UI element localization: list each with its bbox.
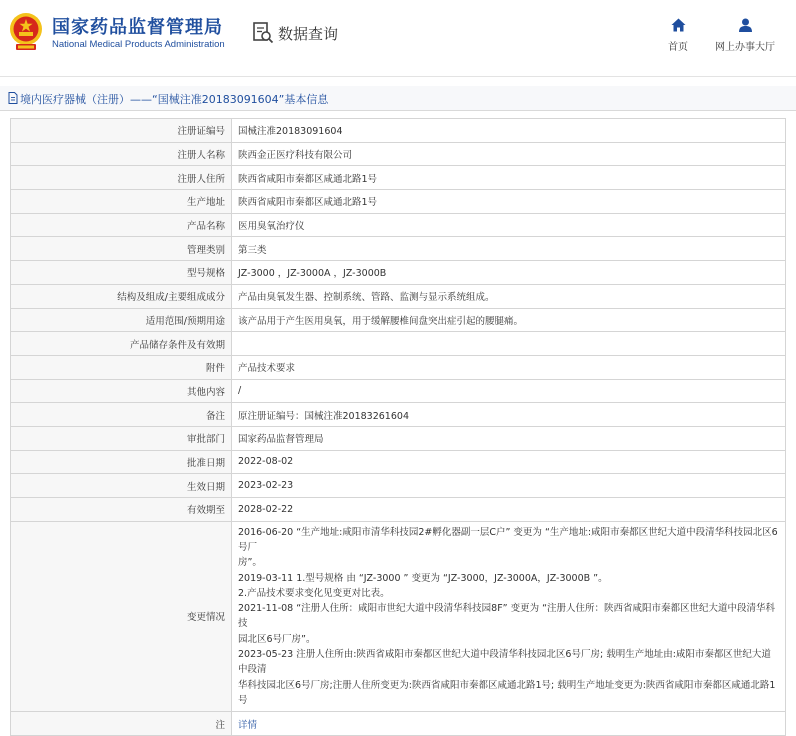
table-row bbox=[11, 166, 786, 190]
row-value: 陕西省咸阳市秦都区咸通北路1号 bbox=[232, 190, 786, 214]
document-icon bbox=[8, 92, 18, 104]
nav-home-label: 首页 bbox=[668, 42, 688, 53]
national-emblem-icon bbox=[8, 10, 44, 52]
table-row bbox=[11, 498, 786, 522]
site-subtitle: National Medical Products Administration bbox=[52, 39, 225, 50]
device-info-table bbox=[10, 118, 786, 736]
row-label: 型号规格 bbox=[11, 261, 232, 285]
change-history-line: 房”。 bbox=[238, 557, 262, 569]
row-label: 适用范围/预期用途 bbox=[11, 308, 232, 332]
row-value: JZ-3000 ，JZ-3000A ，JZ-3000B bbox=[232, 261, 786, 285]
nav-online-office[interactable] bbox=[713, 18, 777, 53]
change-history-line: 2016-06-20 “生产地址:咸阳市清华科技园2#孵化器副一层C户” 变更为 “生产地址:咸阳市秦都区世纪大道中段清华科技园北区6号厂 bbox=[238, 526, 778, 553]
home-icon bbox=[671, 18, 686, 32]
table-row bbox=[11, 237, 786, 261]
row-label: 生效日期 bbox=[11, 474, 232, 498]
row-value: 产品技术要求 bbox=[232, 355, 786, 379]
page-title: 境内医疗器械（注册）——“国械注准20183091604”基本信息 bbox=[20, 93, 329, 106]
table-row bbox=[11, 332, 786, 356]
row-label: 批准日期 bbox=[11, 450, 232, 474]
document-search-icon bbox=[252, 21, 274, 45]
change-history-line: 2023-05-23 注册人住所由:陕西省咸阳市秦都区世纪大道中段清华科技园北区6号厂房; 载明生产地址由:咸阳市秦都区世纪大道中段清 bbox=[238, 649, 771, 676]
row-label: 注 bbox=[11, 712, 232, 736]
row-value: 产品由臭氧发生器、控制系统、管路、监测与显示系统组成。 bbox=[232, 284, 786, 308]
site-title: 国家药品监督管理局 bbox=[52, 17, 223, 38]
row-label: 管理类别 bbox=[11, 237, 232, 261]
nav-home[interactable] bbox=[664, 18, 692, 53]
table-row bbox=[11, 403, 786, 427]
table-row bbox=[11, 355, 786, 379]
change-history-line: 2.产品技术要求变化见变更对比表。 bbox=[238, 587, 390, 599]
table-row bbox=[11, 261, 786, 285]
row-value: 医用臭氧治疗仪 bbox=[232, 213, 786, 237]
details-link[interactable]: 详情 bbox=[238, 719, 258, 731]
row-label: 备注 bbox=[11, 403, 232, 427]
row-label: 生产地址 bbox=[11, 190, 232, 214]
row-value: 国械注准20183091604 bbox=[232, 119, 786, 143]
user-icon bbox=[738, 18, 753, 32]
row-value: 陕西金正医疗科技有限公司 bbox=[232, 142, 786, 166]
table-row-changes bbox=[11, 521, 786, 712]
data-query-link[interactable] bbox=[252, 20, 338, 46]
row-label: 结构及组成/主要组成成分 bbox=[11, 284, 232, 308]
table-row bbox=[11, 119, 786, 143]
change-history-line: 2019-03-11 1.型号规格 由 “JZ-3000 ” 变更为 “JZ-3000，JZ-3000A，JZ-3000B ”。 bbox=[238, 572, 608, 584]
table-row bbox=[11, 474, 786, 498]
table-row bbox=[11, 142, 786, 166]
row-label: 注册人住所 bbox=[11, 166, 232, 190]
row-label: 其他内容 bbox=[11, 379, 232, 403]
data-query-label: 数据查询 bbox=[278, 24, 339, 43]
nav-online-office-label: 网上办事大厅 bbox=[715, 42, 775, 53]
row-label: 注册人名称 bbox=[11, 142, 232, 166]
row-value: 陕西省咸阳市秦都区咸通北路1号 bbox=[232, 166, 786, 190]
table-row bbox=[11, 426, 786, 450]
change-history-line: 华科技园北区6号厂房;注册人住所变更为:陕西省咸阳市秦都区咸通北路1号; 载明生产地址变更为:陕西省咸阳市秦都区咸通北路1号 bbox=[238, 679, 776, 706]
row-label: 变更情况 bbox=[11, 521, 232, 712]
table-row bbox=[11, 450, 786, 474]
row-value: 2022-08-02 bbox=[232, 450, 786, 474]
page-title-bar bbox=[0, 86, 796, 111]
row-value: / bbox=[232, 379, 786, 403]
change-history-line: 2021-11-08 “注册人住所：咸阳市世纪大道中段清华科技园8F” 变更为 “注册人住所：陕西省咸阳市秦都区世纪大道中段清华科技 bbox=[238, 603, 776, 630]
row-label: 产品名称 bbox=[11, 213, 232, 237]
row-label: 附件 bbox=[11, 355, 232, 379]
table-row bbox=[11, 308, 786, 332]
table-row bbox=[11, 213, 786, 237]
row-value bbox=[232, 712, 786, 736]
site-header bbox=[0, 0, 796, 77]
row-label: 审批部门 bbox=[11, 426, 232, 450]
change-history-line: 园北区6号厂房”。 bbox=[238, 633, 316, 645]
row-value: 该产品用于产生医用臭氧，用于缓解腰椎间盘突出症引起的腰腿痛。 bbox=[232, 308, 786, 332]
row-label: 有效期至 bbox=[11, 498, 232, 522]
row-value: 2023-02-23 bbox=[232, 474, 786, 498]
table-row bbox=[11, 284, 786, 308]
row-label: 产品储存条件及有效期 bbox=[11, 332, 232, 356]
row-value: 第三类 bbox=[232, 237, 786, 261]
change-history bbox=[232, 521, 786, 712]
row-value: 国家药品监督管理局 bbox=[232, 426, 786, 450]
row-value: 2028-02-22 bbox=[232, 498, 786, 522]
table-row bbox=[11, 379, 786, 403]
row-value: 原注册证编号：国械注准20183261604 bbox=[232, 403, 786, 427]
table-row-note bbox=[11, 712, 786, 736]
table-row bbox=[11, 190, 786, 214]
row-label: 注册证编号 bbox=[11, 119, 232, 143]
row-value bbox=[232, 332, 786, 356]
